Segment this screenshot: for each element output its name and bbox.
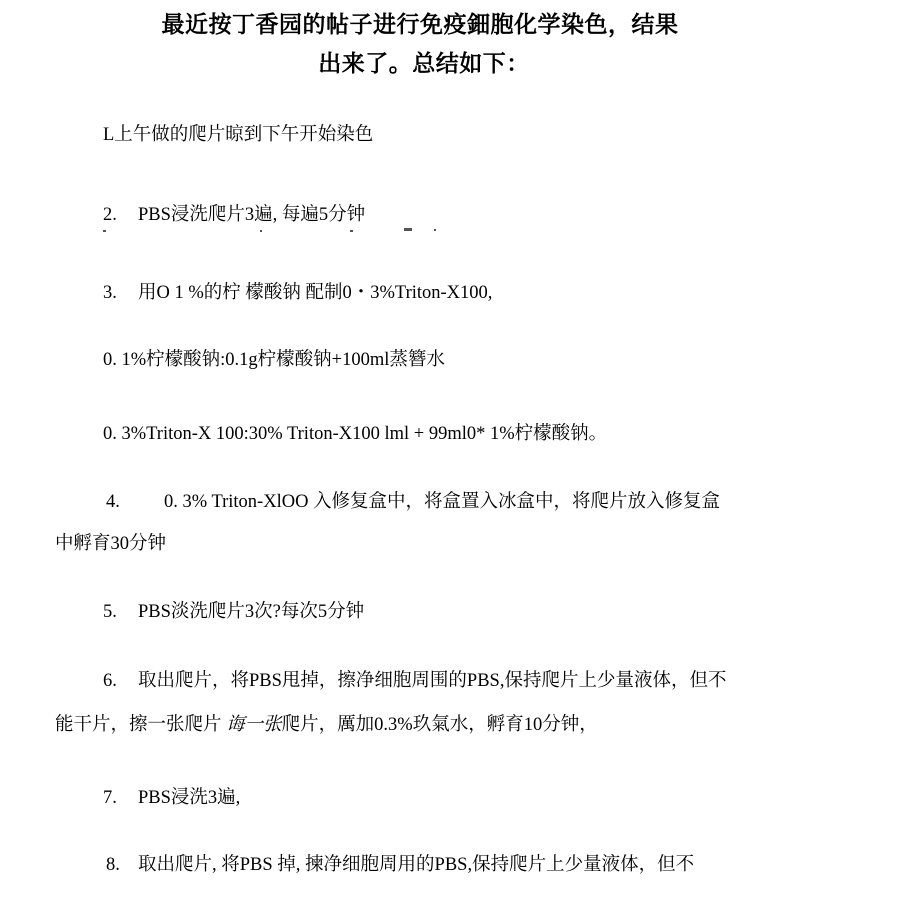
step-4-text: 0. 3% Triton-XlOO 入修复盒中，将盒置入冰盒中，将爬片放入修复盒 bbox=[164, 492, 721, 512]
citrate-note-line bbox=[103, 349, 445, 371]
step-4-line bbox=[106, 491, 720, 513]
step-8-number: 8. bbox=[106, 855, 120, 875]
step-2-number: 2. bbox=[103, 205, 117, 225]
step-3-line bbox=[103, 282, 492, 304]
step-6-continuation-text-after: 爬片，厲加0.3%玖氣水，孵育10分钟， bbox=[281, 715, 598, 735]
step-7-text: PBS浸洗3遍, bbox=[138, 788, 241, 808]
step-6-number: 6. bbox=[103, 671, 117, 691]
step-1-text: L上午做的爬片晾到下午开始染色 bbox=[103, 125, 374, 145]
step-3-number: 3. bbox=[103, 283, 117, 303]
step-8-text: 取出爬片, 将PBS 掉, 揀净细胞周用的PBS,保持爬片上少量液体，但不 bbox=[138, 855, 695, 875]
scan-artifact bbox=[350, 230, 353, 232]
triton-note-line bbox=[103, 423, 607, 445]
step-1-line bbox=[103, 124, 373, 146]
step-2-line bbox=[103, 204, 365, 226]
document-title-line-2: 出来了。总结如下： bbox=[318, 51, 530, 77]
step-5-text: PBS淡洗爬片3次?每次5分钟 bbox=[138, 602, 365, 622]
step-4-continuation-text: 中孵育30分钟 bbox=[55, 534, 167, 554]
step-6-text: 取出爬片，将PBS甩掉，擦净细胞周围的PBS,保持爬片上少量液体，但不 bbox=[138, 671, 727, 691]
scan-artifact bbox=[434, 229, 436, 231]
step-3-text: 用O 1 %的柠 檬酸钠 配制0・3%Triton-X100, bbox=[138, 283, 493, 303]
step-8-line bbox=[106, 854, 694, 876]
step-5-line bbox=[103, 601, 364, 623]
step-6-continuation-line bbox=[55, 714, 598, 736]
step-7-number: 7. bbox=[103, 788, 117, 808]
step-7-line bbox=[103, 787, 240, 809]
scan-artifact bbox=[404, 228, 412, 231]
scan-artifact bbox=[260, 230, 262, 232]
step-6-line bbox=[103, 670, 726, 692]
triton-note-text: 0. 3%Triton-X 100:30% Triton-X100 lml + 99ml0* 1%柠檬酸钠。 bbox=[103, 424, 608, 444]
citrate-note-text: 0. 1%柠檬酸钠:0.1g柠檬酸钠+100ml蒸簪水 bbox=[103, 350, 445, 370]
step-6-continuation-text: 能干片，擦一张爬片 bbox=[55, 715, 227, 735]
step-5-number: 5. bbox=[103, 602, 117, 622]
scan-artifact bbox=[103, 230, 106, 232]
step-4-continuation-line bbox=[55, 533, 166, 555]
document-title-line-1: 最近按丁香园的帖子进行免疫鈿胞化学染色，结果 bbox=[161, 12, 679, 38]
step-2-text: PBS浸洗爬片3遍, 每遍5分钟 bbox=[138, 205, 366, 225]
step-6-italic-text: 诲一张 bbox=[226, 715, 282, 735]
step-4-number: 4. bbox=[106, 492, 120, 512]
